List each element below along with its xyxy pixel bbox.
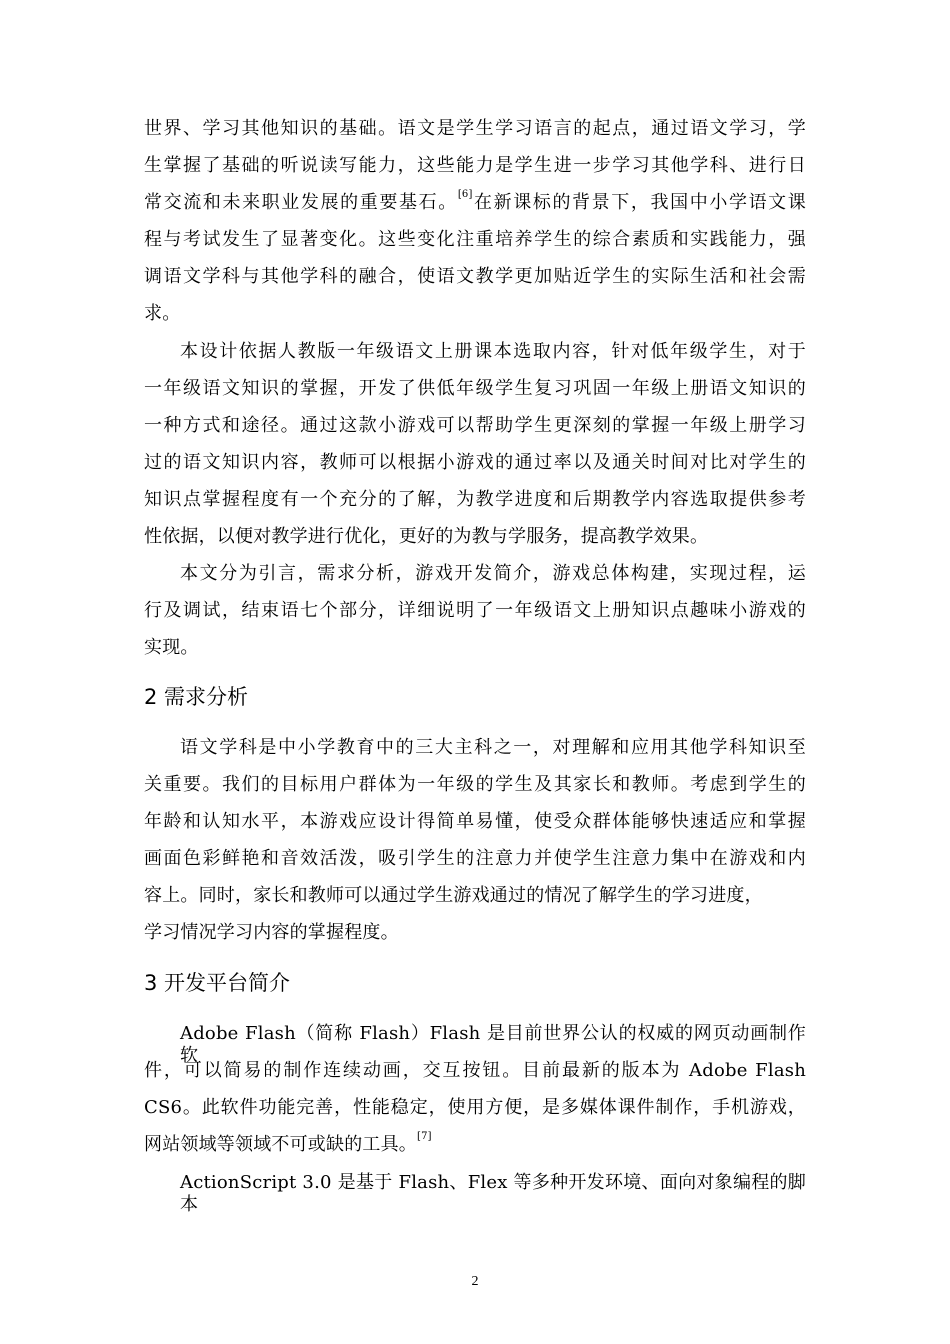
body-line: CS6。此软件功能完善，性能稳定，使用方便，是多媒体课件制作，手机游戏， <box>144 1097 806 1118</box>
body-line: 件，可以简易的制作连续动画，交互按钮。目前最新的版本为 Adobe Flash <box>144 1060 806 1081</box>
body-line: 学习情况学习内容的掌握程度。 <box>144 922 399 943</box>
body-line <box>144 189 806 214</box>
body-line <box>144 1131 432 1156</box>
body-line: 性依据，以便对教学进行优化，更好的为教与学服务，提高教学效果。 <box>144 526 709 547</box>
body-line: 本设计依据人教版一年级语文上册课本选取内容，针对低年级学生，对于 <box>180 341 806 362</box>
section-heading: 2 需求分析 <box>144 685 249 709</box>
citation-mark: [7] <box>417 1131 432 1142</box>
body-line: 过的语文知识内容，教师可以根据小游戏的通过率以及通关时间对比对学生的 <box>144 452 806 473</box>
body-line: 关重要。我们的目标用户群体为一年级的学生及其家长和教师。考虑到学生的 <box>144 774 806 795</box>
body-line: 程与考试发生了显著变化。这些变化注重培养学生的综合素质和实践能力，强 <box>144 229 806 250</box>
page-number: 2 <box>471 1274 479 1289</box>
body-line: 年龄和认知水平，本游戏应设计得简单易懂，使受众群体能够快速适应和掌握 <box>144 811 806 832</box>
body-line: 知识点掌握程度有一个充分的了解，为教学进度和后期教学内容选取提供参考 <box>144 489 806 510</box>
body-line: 语文学科是中小学教育中的三大主科之一，对理解和应用其他学科知识至 <box>180 737 806 758</box>
body-line: 本文分为引言，需求分析，游戏开发简介，游戏总体构建，实现过程，运 <box>180 563 806 584</box>
section-heading: 3 开发平台简介 <box>144 971 291 995</box>
body-text: 网站领域等领域不可或缺的工具。 <box>144 1134 417 1155</box>
body-line: 世界、学习其他知识的基础。语文是学生学习语言的起点，通过语文学习，学 <box>144 118 806 139</box>
body-line: Adobe Flash（简称 Flash）Flash 是目前世界公认的权威的网页动画制作软 <box>180 1023 806 1066</box>
citation-mark: [6] <box>457 189 473 200</box>
body-line: 画面色彩鲜艳和音效活泼，吸引学生的注意力并使学生注意力集中在游戏和内 <box>144 848 806 869</box>
body-line: 实现。 <box>144 637 199 658</box>
body-line: 行及调试，结束语七个部分，详细说明了一年级语文上册知识点趣味小游戏的 <box>144 600 806 621</box>
body-line: ActionScript 3.0 是基于 Flash、Flex 等多种开发环境、面向对象编程的脚本 <box>180 1172 806 1215</box>
body-line: 调语文学科与其他学科的融合，使语文教学更加贴近学生的实际生活和社会需 <box>144 266 806 287</box>
body-line: 生掌握了基础的听说读写能力，这些能力是学生进一步学习其他学科、进行日 <box>144 155 806 176</box>
body-line: 一种方式和途径。通过这款小游戏可以帮助学生更深刻的掌握一年级上册学习 <box>144 415 806 436</box>
body-line: 求。 <box>144 303 181 324</box>
body-text: 在新课标的背景下，我国中小学语文课 <box>472 192 806 213</box>
body-text: 常交流和未来职业发展的重要基石。 <box>144 192 458 213</box>
body-line: 容上。同时，家长和教师可以通过学生游戏通过的情况了解学生的学习进度， <box>144 885 763 906</box>
body-line: 一年级语文知识的掌握，开发了供低年级学生复习巩固一年级上册语文知识的 <box>144 378 806 399</box>
